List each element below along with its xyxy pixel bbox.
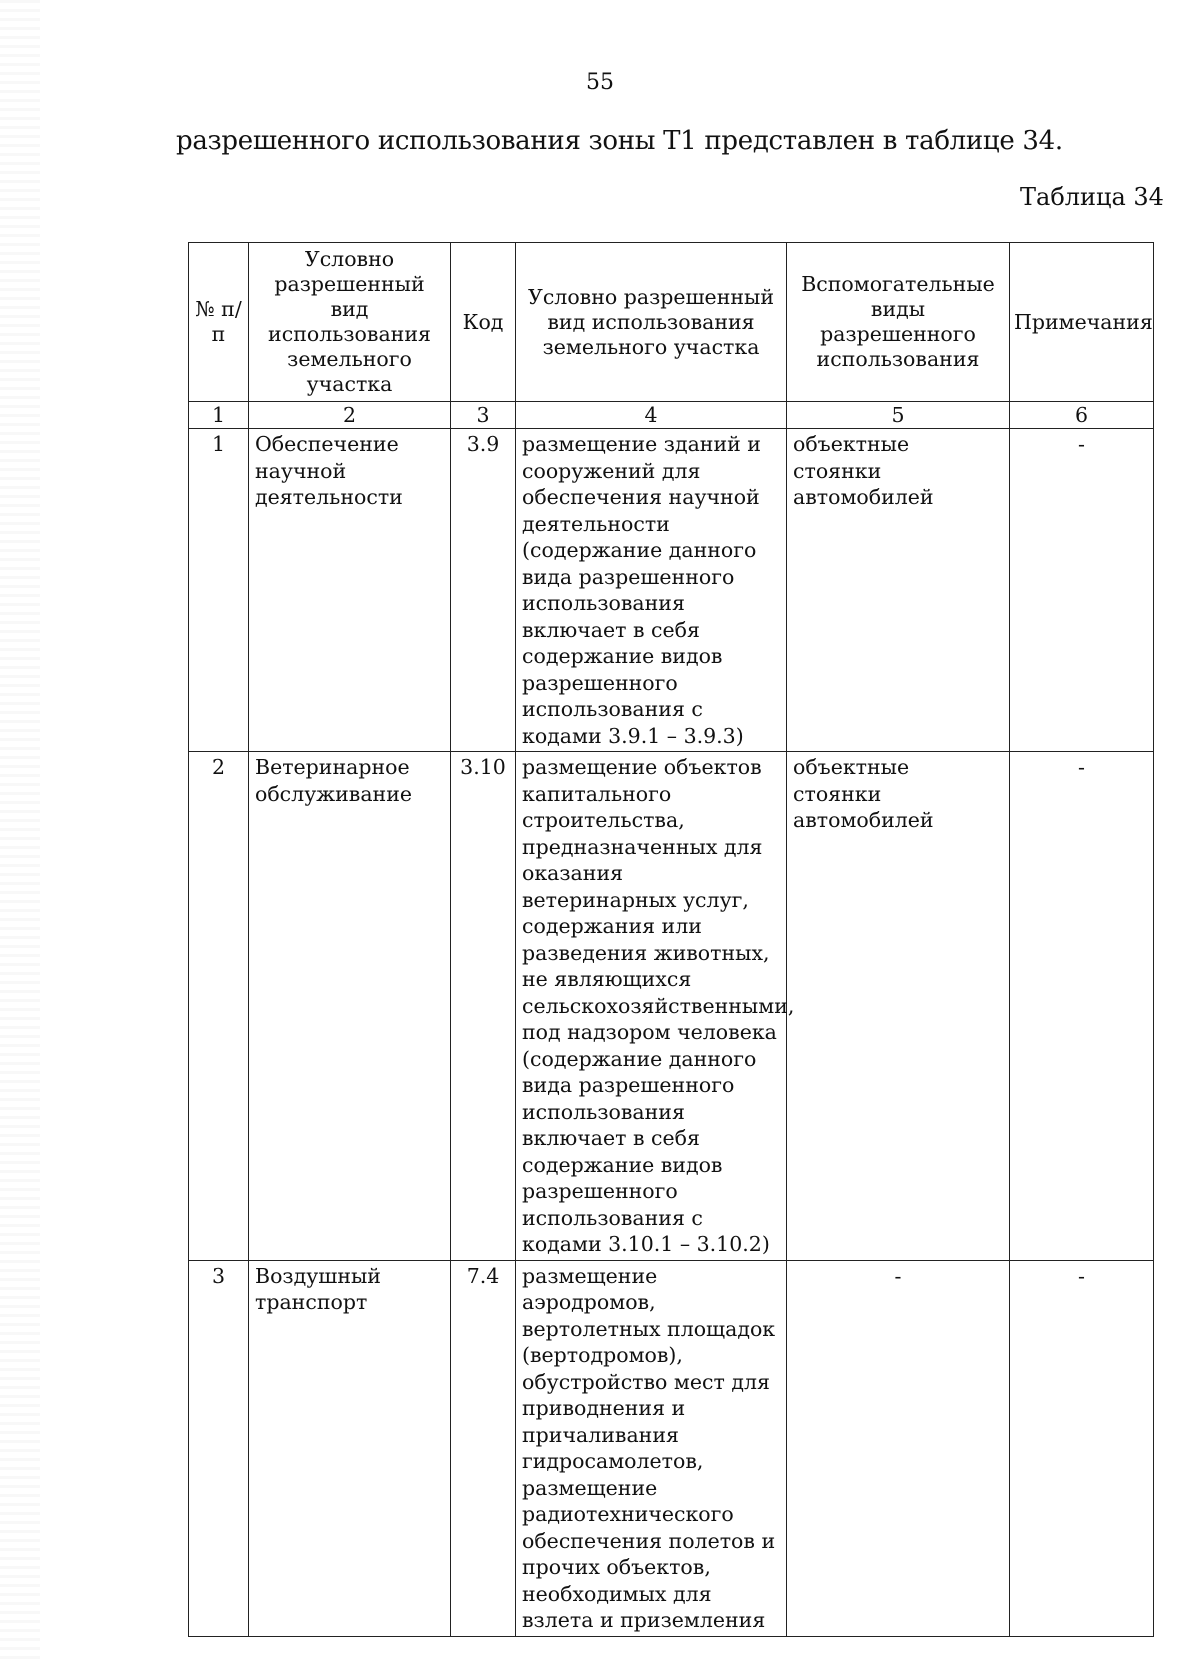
column-number: 4 bbox=[516, 402, 787, 429]
header-code: Код bbox=[451, 243, 516, 402]
column-number: 3 bbox=[451, 402, 516, 429]
row-num: 1 bbox=[189, 429, 249, 752]
table-caption: Таблица 34 bbox=[1020, 183, 1164, 211]
table-row bbox=[189, 429, 1154, 752]
row-description: размещение зданий и сооружений для обеспечения научной деятельности (содержание данного вида разрешенного использования включает в себя содержание видов разрешенного использования с кодами 3.9.1 – 3.9.3) bbox=[516, 429, 787, 752]
column-number: 6 bbox=[1010, 402, 1154, 429]
column-number: 1 bbox=[189, 402, 249, 429]
row-notes: - bbox=[1010, 1260, 1154, 1636]
row-description: размещение аэродромов, вертолетных площадок (вертодромов), обустройство мест для приводнения и причаливания гидросамолетов, размещение радиотехнического обеспечения полетов и прочих объектов, необходимых для взлета и приземления bbox=[516, 1260, 787, 1636]
column-number: 5 bbox=[787, 402, 1010, 429]
row-use-name: Ветеринарное обслуживание bbox=[249, 752, 451, 1261]
header-use-name: Условно разрешенный вид использования земельного участка bbox=[249, 243, 451, 402]
table-row bbox=[189, 1260, 1154, 1636]
row-auxiliary: - bbox=[787, 1260, 1010, 1636]
scan-edge-noise bbox=[0, 0, 40, 1661]
header-use-description: Условно разрешенный вид использования земельного участка bbox=[516, 243, 787, 402]
row-code: 3.10 bbox=[451, 752, 516, 1261]
header-row bbox=[189, 243, 1154, 402]
row-use-name: Воздушный транспорт bbox=[249, 1260, 451, 1636]
table-row bbox=[189, 752, 1154, 1261]
column-number: 2 bbox=[249, 402, 451, 429]
row-num: 2 bbox=[189, 752, 249, 1261]
header-notes: Примечания bbox=[1010, 243, 1154, 402]
intro-text: разрешенного использования зоны Т1 представлен в таблице 34. bbox=[176, 126, 1063, 156]
row-code: 3.9 bbox=[451, 429, 516, 752]
page-number: 55 bbox=[586, 70, 614, 95]
row-code: 7.4 bbox=[451, 1260, 516, 1636]
row-use-name: Обеспечение научной деятельности bbox=[249, 429, 451, 752]
land-use-table bbox=[188, 242, 1154, 1637]
header-auxiliary: Вспомогательные виды разрешенного использования bbox=[787, 243, 1010, 402]
row-notes: - bbox=[1010, 752, 1154, 1261]
row-description: размещение объектов капитального строительства, предназначенных для оказания ветеринарных услуг, содержания или разведения животных, не являющихся сельскохозяйственными, под надзором человека (содержание данного вида разрешенного использования включает в себя содержание видов разрешенного использования с кодами 3.10.1 – 3.10.2) bbox=[516, 752, 787, 1261]
column-number-row bbox=[189, 402, 1154, 429]
row-num: 3 bbox=[189, 1260, 249, 1636]
header-num: № п/п bbox=[189, 243, 249, 402]
row-auxiliary: объектные стоянки автомобилей bbox=[787, 752, 1010, 1261]
row-auxiliary: объектные стоянки автомобилей bbox=[787, 429, 1010, 752]
row-notes: - bbox=[1010, 429, 1154, 752]
